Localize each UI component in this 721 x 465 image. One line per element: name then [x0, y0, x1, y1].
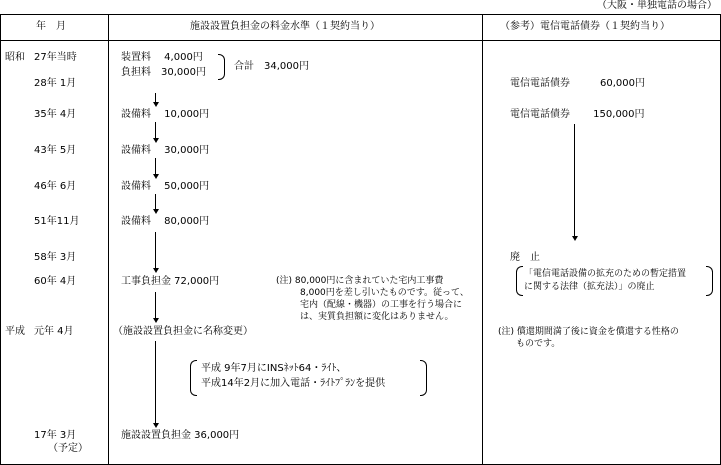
- note-line: (注) 80,000円に含まれていた宅内工事費: [276, 276, 444, 286]
- fee-item: （施設設置負担金に名称変更）: [113, 326, 253, 337]
- abolish-note-line: 「電信電話設備の拡充のための暫定措置: [524, 269, 687, 279]
- date-label: 60年 4月: [34, 276, 77, 287]
- era-label: 昭和: [5, 52, 25, 63]
- bond-item: 電信電話債券 60,000円: [510, 78, 645, 89]
- fee-item: 装置料 4,000円: [121, 52, 203, 63]
- brace: [218, 54, 225, 80]
- arrow-down-icon: [153, 209, 159, 214]
- flow-line: [155, 232, 156, 270]
- date-label: 17年 3月: [34, 430, 77, 441]
- flow-line: [155, 292, 156, 320]
- arrow-down-icon: [153, 268, 159, 273]
- date-label: 46年 6月: [34, 181, 77, 192]
- column-divider: [108, 14, 109, 465]
- flow-line: [574, 124, 575, 237]
- date-label: 43年 5月: [34, 145, 77, 156]
- isdn-note-line: 平成14年2月に加入電話・ﾗｲﾄﾌﾟﾗﾝを提供: [201, 378, 386, 389]
- arrow-down-icon: [153, 423, 159, 428]
- fee-item: 設備料 10,000円: [121, 109, 210, 120]
- date-label: 58年 3月: [34, 252, 77, 263]
- flow-line: [155, 341, 156, 425]
- bond-note-line: ものです。: [516, 339, 561, 349]
- arrow-down-icon: [153, 174, 159, 179]
- table-caption: （大阪・単独電話の場合）: [597, 0, 717, 11]
- arrow-down-icon: [572, 236, 578, 241]
- fee-item: 工事負担金 72,000円: [121, 276, 220, 287]
- bond-item: 電信電話債券 150,000円: [510, 109, 645, 120]
- bracket-left: [516, 266, 523, 296]
- arrow-down-icon: [153, 102, 159, 107]
- arrow-down-icon: [153, 138, 159, 143]
- date-label: 27年当時: [34, 52, 77, 63]
- note-line: 8,000円を差し引いたものです。従って、: [300, 288, 469, 298]
- date-sublabel: （予定）: [48, 443, 88, 454]
- bond-note-line: (注) 償還期間満了後に資金を償還する性格の: [498, 327, 679, 337]
- fee-total: 合計 34,000円: [234, 61, 309, 72]
- fee-item: 施設設置負担金 36,000円: [121, 430, 240, 441]
- isdn-note-line: 平成 9年7月にINSﾈｯﾄ64・ﾗｲﾄ、: [201, 363, 347, 374]
- header-fee-level: 施設設置負担金の料金水準（１契約当り）: [190, 21, 380, 32]
- header-date: 年 月: [36, 21, 66, 32]
- era-label: 平成: [5, 326, 25, 337]
- fee-item: 設備料 80,000円: [121, 216, 210, 227]
- fee-item: 負担料 30,000円: [121, 67, 206, 78]
- bond-abolished: 廃 止: [510, 252, 540, 263]
- header-bond: （参考）電信電話債券（１契約当り）: [500, 21, 670, 32]
- date-label: 28年 1月: [34, 78, 77, 89]
- note-line: は、実質負担額に変化はありません。: [300, 312, 454, 322]
- bracket-left: [190, 360, 197, 396]
- date-label: 元年 4月: [34, 326, 74, 337]
- abolish-note-line: に関する法律（拡充法）」の廃止: [524, 282, 655, 292]
- date-label: 35年 4月: [34, 109, 77, 120]
- bracket-right: [420, 360, 427, 396]
- note-line: 宅内（配線・機器）の工事を行う場合に: [300, 300, 463, 310]
- arrow-down-icon: [153, 318, 159, 323]
- bracket-right: [706, 266, 713, 296]
- column-divider: [482, 14, 483, 465]
- date-label: 51年11月: [34, 216, 80, 227]
- fee-item: 設備料 50,000円: [121, 181, 210, 192]
- fee-item: 設備料 30,000円: [121, 145, 210, 156]
